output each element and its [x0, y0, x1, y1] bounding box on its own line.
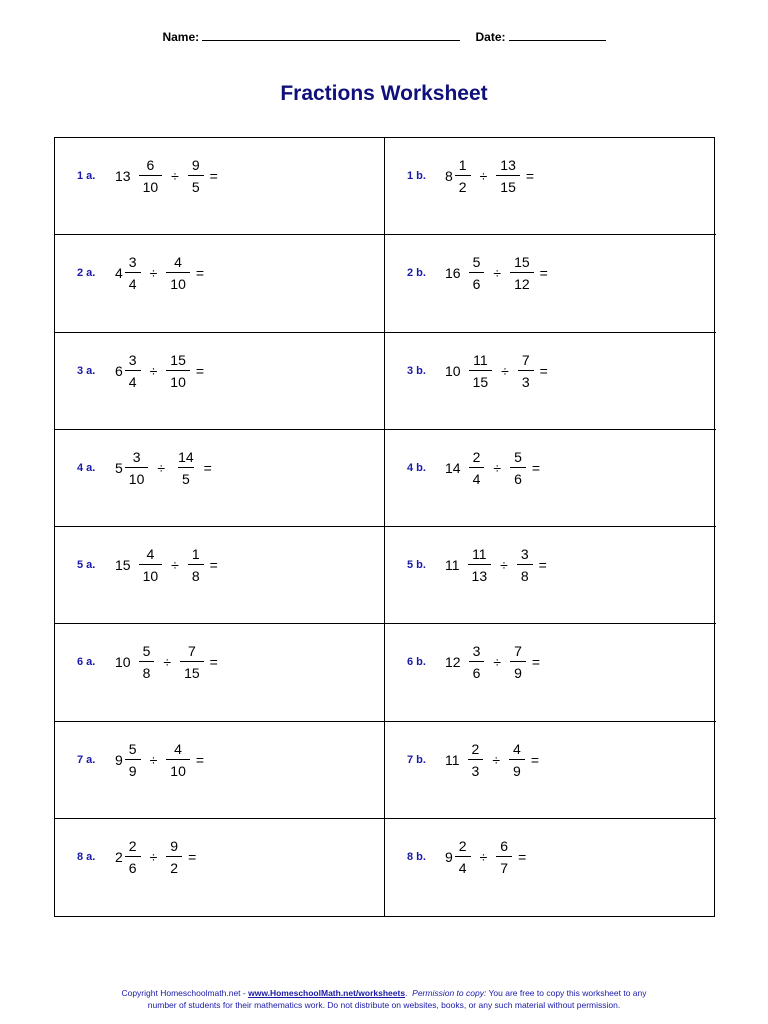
equals-sign: =: [539, 265, 548, 282]
numerator: 2: [458, 837, 467, 854]
divide-sign: ÷: [479, 168, 488, 184]
fraction-1: [469, 353, 493, 389]
problem-cell: [55, 138, 385, 235]
fraction-2: [188, 158, 204, 194]
fraction-2: [166, 255, 190, 291]
numerator: 13: [500, 157, 516, 173]
divide-sign: ÷: [157, 459, 166, 476]
whole-number: 14: [445, 459, 461, 476]
whole-number: 10: [115, 654, 131, 671]
problem: [77, 450, 212, 486]
equals-sign: =: [525, 168, 535, 184]
numerator: 3: [132, 448, 141, 465]
problem-label: 8 a.: [77, 850, 96, 863]
fraction-2: [166, 839, 182, 875]
problem-cell: [55, 333, 385, 430]
problem-label: 4 a.: [77, 461, 96, 474]
fraction-2: [180, 644, 204, 680]
denominator: 4: [125, 370, 141, 389]
problem-label: 5 a.: [77, 559, 96, 571]
denominator: 3: [468, 759, 484, 778]
problem-cell: [385, 138, 716, 235]
problem: [407, 742, 539, 778]
denominator: 6: [469, 661, 485, 680]
denominator: 2: [166, 856, 182, 875]
header: [0, 30, 768, 44]
divide-sign: ÷: [493, 654, 502, 671]
problem-label: 1 b.: [407, 170, 426, 182]
divide-sign: ÷: [171, 557, 179, 573]
numerator: 11: [472, 546, 487, 562]
problem: [407, 547, 547, 583]
numerator: 9: [191, 157, 200, 173]
divide-sign: ÷: [163, 654, 172, 671]
fraction-1: [468, 742, 484, 778]
whole-number: 9: [445, 848, 453, 865]
fraction-1: [469, 450, 485, 486]
divide-sign: ÷: [492, 751, 501, 768]
numerator: 3: [128, 351, 137, 368]
problem: [77, 353, 204, 389]
problem: [77, 742, 204, 778]
whole-number: 9: [115, 751, 123, 768]
problem: [77, 255, 204, 291]
problem-cell: [55, 235, 385, 332]
numerator: 15: [170, 351, 186, 368]
problem-label: 6 a.: [77, 656, 96, 669]
equals-sign: =: [195, 265, 205, 282]
problem-cell: [385, 624, 716, 721]
problem: [77, 839, 196, 875]
numerator: 3: [128, 254, 137, 271]
date-label: Date:: [475, 30, 506, 44]
denominator: 4: [455, 856, 471, 875]
fraction-1: [468, 547, 492, 583]
equals-sign: =: [203, 459, 212, 476]
problem: [407, 158, 534, 194]
whole-number: 10: [445, 362, 461, 379]
problem: [407, 353, 548, 389]
equals-sign: =: [195, 751, 205, 768]
problem: [407, 839, 526, 875]
footer-line-2: number of students for their mathematics work. Do not distribute on websites, books, or any such material without permission.: [147, 1000, 621, 1010]
numerator: 5: [514, 448, 522, 465]
denominator: 4: [125, 272, 141, 291]
permission-text: You are free to copy this worksheet to any: [486, 988, 647, 998]
problem-label: 7 b.: [407, 753, 426, 766]
fraction-1: [455, 839, 471, 875]
fraction-2: [174, 450, 198, 486]
whole-number: 11: [445, 751, 460, 768]
fraction-2: [510, 644, 526, 680]
numerator: 15: [514, 254, 530, 271]
worksheets-link[interactable]: www.HomeschoolMath.net/worksheets: [248, 988, 406, 998]
problem-label: 8 b.: [407, 850, 426, 863]
fraction-2: [517, 547, 533, 583]
denominator: 15: [469, 370, 493, 389]
whole-number: 6: [115, 362, 123, 379]
problem: [77, 644, 218, 680]
numerator: 4: [174, 740, 182, 757]
divide-sign: ÷: [149, 751, 158, 768]
whole-number: 8: [445, 168, 453, 184]
problem-label: 2 b.: [407, 267, 426, 280]
numerator: 7: [514, 643, 522, 660]
denominator: 10: [166, 370, 190, 389]
fraction-1: [139, 158, 163, 194]
denominator: 10: [166, 759, 190, 778]
problem-cell: [385, 527, 716, 624]
footer: [0, 987, 768, 1011]
divide-sign: ÷: [171, 168, 179, 184]
problem-label: 5 b.: [407, 559, 426, 571]
problem-cell: [385, 722, 716, 819]
denominator: 3: [518, 370, 534, 389]
numerator: 4: [513, 740, 521, 757]
problem: [407, 255, 548, 291]
divide-sign: ÷: [501, 362, 509, 379]
problem-grid: [54, 137, 715, 917]
fraction-2: [166, 353, 190, 389]
problem-label: 4 b.: [407, 461, 426, 474]
whole-number: 11: [445, 557, 460, 573]
denominator: 15: [180, 661, 204, 680]
fraction-1: [125, 450, 149, 486]
numerator: 5: [128, 740, 137, 757]
copyright-text: Copyright Homeschoolmath.net -: [121, 988, 249, 998]
numerator: 4: [146, 546, 155, 562]
date-field[interactable]: [509, 31, 606, 41]
fraction-2: [166, 742, 190, 778]
fraction-1: [125, 839, 141, 875]
denominator: 9: [510, 661, 526, 680]
denominator: 10: [125, 467, 149, 486]
problem-cell: [385, 430, 716, 527]
problem: [77, 158, 218, 194]
fraction-1: [455, 158, 471, 194]
numerator: 2: [472, 448, 481, 465]
denominator: 4: [469, 467, 485, 486]
fraction-2: [188, 547, 204, 583]
fraction-1: [469, 644, 485, 680]
whole-number: 16: [445, 265, 461, 282]
whole-number: 15: [115, 557, 131, 573]
problem: [77, 547, 218, 583]
divide-sign: ÷: [479, 848, 488, 865]
numerator: 4: [174, 254, 182, 271]
whole-number: 5: [115, 459, 123, 476]
numerator: 3: [520, 546, 529, 562]
whole-number: 2: [115, 848, 123, 865]
equals-sign: =: [209, 557, 218, 573]
denominator: 12: [510, 272, 534, 291]
denominator: 5: [188, 175, 204, 194]
fraction-2: [510, 450, 526, 486]
equals-sign: =: [188, 848, 197, 865]
problem-label: 3 b.: [407, 364, 426, 377]
numerator: 1: [458, 157, 467, 173]
denominator: 7: [496, 856, 512, 875]
name-label: Name:: [162, 30, 200, 44]
problem-cell: [385, 333, 716, 430]
divide-sign: ÷: [500, 557, 508, 573]
numerator: 7: [187, 643, 196, 660]
equals-sign: =: [195, 362, 205, 379]
numerator: 11: [473, 351, 488, 368]
whole-number: 12: [445, 654, 461, 671]
problem-label: 6 b.: [407, 656, 426, 669]
problem-label: 1 a.: [77, 170, 96, 182]
numerator: 1: [191, 546, 200, 562]
problem-label: 7 a.: [77, 753, 96, 766]
fraction-1: [125, 255, 141, 291]
denominator: 9: [125, 759, 141, 778]
fraction-2: [509, 742, 525, 778]
equals-sign: =: [209, 654, 218, 671]
numerator: 7: [521, 351, 530, 368]
problem: [407, 450, 540, 486]
denominator: 8: [188, 564, 204, 583]
divide-sign: ÷: [149, 265, 158, 282]
denominator: 10: [166, 272, 190, 291]
numerator: 2: [128, 837, 137, 854]
denominator: 9: [509, 759, 525, 778]
numerator: 5: [142, 643, 151, 660]
fraction-1: [139, 644, 155, 680]
divide-sign: ÷: [149, 848, 158, 865]
problem-cell: [55, 722, 385, 819]
problem-label: 3 a.: [77, 364, 96, 377]
denominator: 10: [139, 175, 163, 194]
problem-cell: [55, 527, 385, 624]
denominator: 10: [139, 564, 163, 583]
denominator: 8: [517, 564, 533, 583]
fraction-2: [496, 158, 520, 194]
problem: [407, 644, 540, 680]
divide-sign: ÷: [149, 362, 158, 379]
problem-cell: [55, 624, 385, 721]
denominator: 6: [510, 467, 526, 486]
permission-label: Permission to copy:: [412, 988, 487, 998]
problem-label: 2 a.: [77, 267, 96, 280]
fraction-1: [139, 547, 163, 583]
footer-line-1: Copyright Homeschoolmath.net - www.HomeschoolMath.net/worksheets. Permission to copy: You are free to copy this worksheet to any: [121, 988, 647, 998]
name-field[interactable]: [202, 31, 460, 41]
problem-cell: [385, 819, 716, 916]
equals-sign: =: [518, 848, 527, 865]
denominator: 15: [496, 175, 520, 194]
problem-cell: [55, 819, 385, 916]
problem-cell: [55, 430, 385, 527]
numerator: 9: [170, 837, 179, 854]
fraction-2: [510, 255, 534, 291]
fraction-1: [125, 742, 141, 778]
equals-sign: =: [531, 459, 541, 476]
numerator: 14: [178, 448, 194, 465]
numerator: 5: [472, 254, 481, 271]
numerator: 6: [146, 157, 155, 173]
divide-sign: ÷: [493, 265, 502, 282]
equals-sign: =: [531, 654, 541, 671]
page-title: Fractions Worksheet: [280, 82, 488, 105]
denominator: 8: [139, 661, 155, 680]
fraction-2: [496, 839, 512, 875]
fraction-2: [518, 353, 534, 389]
denominator: 5: [178, 467, 194, 486]
denominator: 6: [125, 856, 141, 875]
divide-sign: ÷: [493, 459, 502, 476]
denominator: 6: [469, 272, 485, 291]
equals-sign: =: [538, 557, 547, 573]
problem-cell: [385, 235, 716, 332]
numerator: 6: [500, 837, 509, 854]
numerator: 3: [472, 643, 481, 660]
fraction-1: [469, 255, 485, 291]
whole-number: 13: [115, 168, 131, 184]
equals-sign: =: [539, 362, 548, 379]
denominator: 13: [468, 564, 492, 583]
whole-number: 4: [115, 265, 123, 282]
equals-sign: =: [209, 168, 218, 184]
numerator: 2: [471, 740, 480, 757]
fraction-1: [125, 353, 141, 389]
denominator: 2: [455, 175, 471, 194]
equals-sign: =: [530, 751, 540, 768]
